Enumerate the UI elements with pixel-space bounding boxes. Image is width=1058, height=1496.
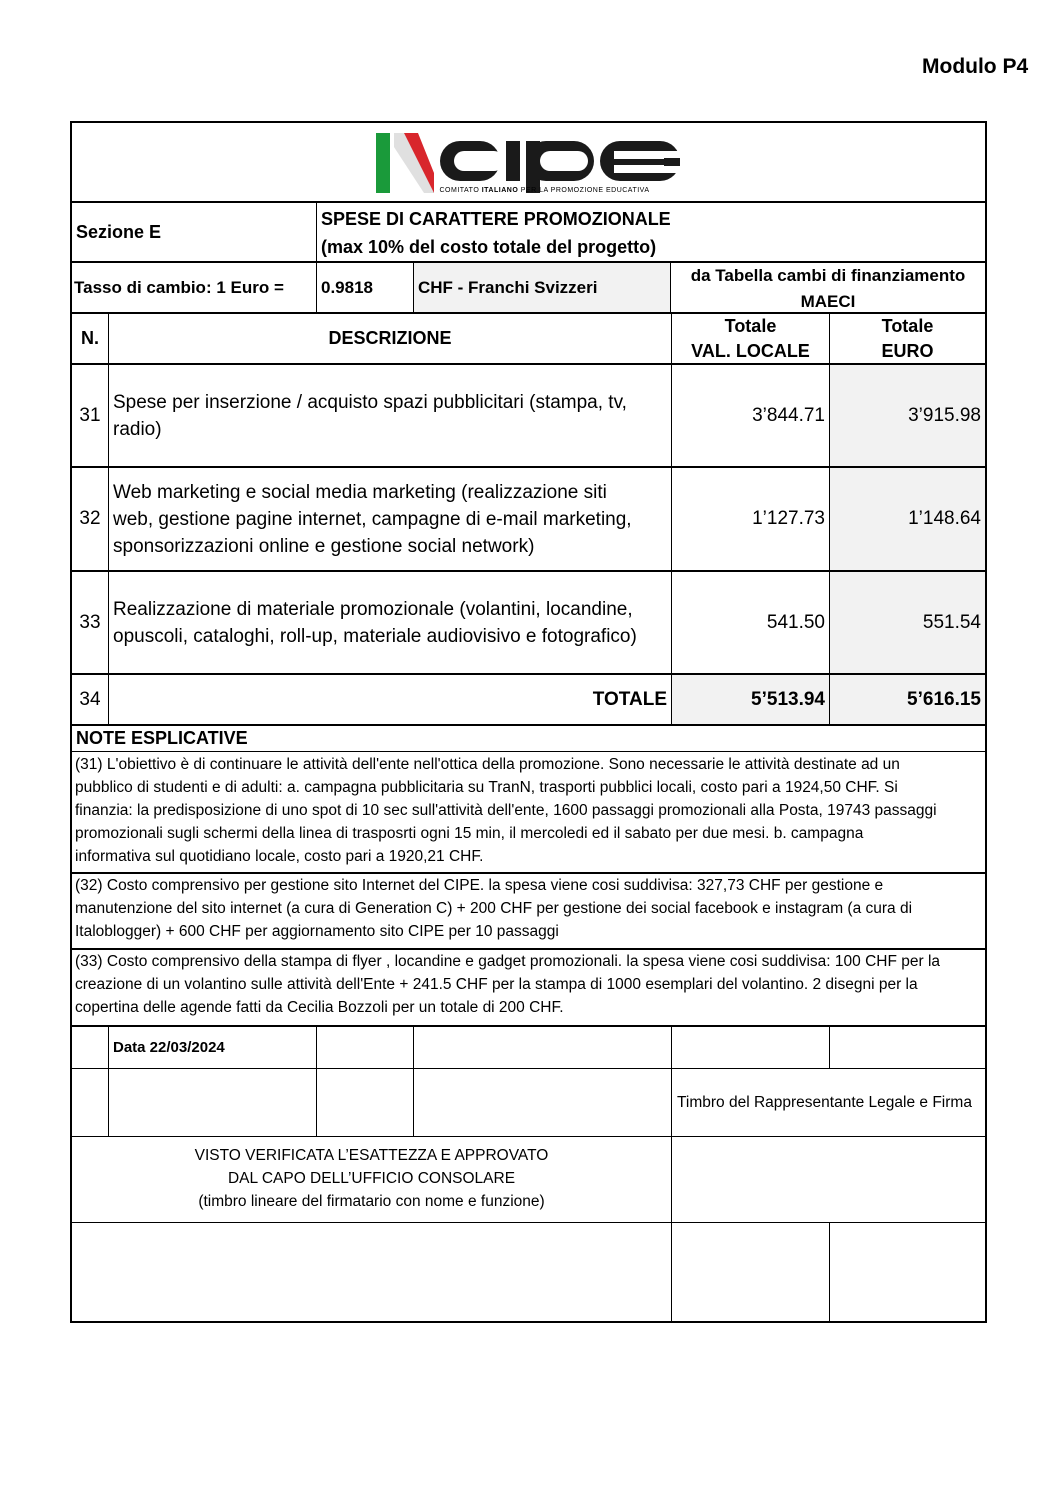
logo-subtitle-post: PER LA PROMOZIONE EDUCATIVA	[518, 187, 650, 194]
footer-visto-row	[72, 1136, 985, 1222]
section-title	[317, 203, 985, 261]
note-31-line: finanzia: la predisposizione di uno spot di 10 sec sull'attività dell'ente, 1600 passaggi promozionali alla Posta, 19743 passaggi	[75, 802, 937, 819]
logo-row	[72, 123, 985, 201]
total-label: TOTALE	[109, 675, 672, 724]
footer-empty-cell	[672, 1137, 985, 1222]
row-euro: 3’915.98	[830, 365, 985, 466]
footer-empty-cell	[317, 1069, 414, 1136]
exchange-rate: 0.9818	[317, 263, 414, 312]
note-33-row	[72, 948, 985, 1025]
footer-visto	[72, 1137, 672, 1222]
note-32	[72, 874, 916, 948]
table-row	[72, 570, 985, 673]
logo-subtitle-pre: COMITATO	[439, 187, 482, 194]
footer-empty-cell	[672, 1223, 830, 1321]
table-row	[72, 363, 985, 466]
header-euro-line1: Totale	[881, 316, 934, 336]
note-32-line: manutenzione del sito internet (a cura di Generation C) + 200 CHF per gestione dei social facebook e instagram (a cura di	[75, 900, 913, 917]
header-locale	[672, 314, 830, 363]
row-description-line1: Web marketing e social media marketing (realizzazione siti	[113, 481, 607, 503]
header-descrizione: DESCRIZIONE	[109, 314, 672, 363]
note-33-line: copertina delle agende fatti da Cecilia Bozzoli per un totale di 200 CHF.	[75, 999, 564, 1016]
footer-visto-line2: DAL CAPO DELL’UFFICIO CONSOLARE	[227, 1170, 516, 1187]
row-description-line1: Realizzazione di materiale promozionale (volantini, locandine,	[113, 598, 633, 620]
table-row	[72, 466, 985, 570]
footer-visto-line3: (timbro lineare del firmatario con nome e funzione)	[198, 1193, 545, 1210]
note-33-line: creazione di un volantino sulle attività dell'Ente + 241.5 CHF per la stampa di 1000 esemplari del volantino. 2 disegni per la	[75, 976, 918, 993]
note-31-line: (31) L'obiettivo è di continuare le attività dell'ente nell'ottica della promozione. Sono necessarie le attività destinate ad un	[75, 756, 900, 773]
footer-empty-cell	[72, 1223, 672, 1321]
row-number: 32	[72, 468, 109, 570]
footer-empty-cell	[317, 1027, 414, 1068]
header-euro	[830, 314, 985, 363]
total-locale: 5’513.94	[672, 675, 830, 724]
note-33	[72, 950, 944, 1025]
note-33-line: (33) Costo comprensivo della stampa di flyer , locandine e gadget promozionali. la spesa viene cosi suddivisa: 100 CHF per la	[75, 953, 941, 970]
cipe-logo	[374, 127, 684, 197]
footer-date-row	[72, 1025, 985, 1068]
footer-signature-row	[72, 1222, 985, 1321]
exchange-row	[72, 261, 985, 312]
row-description-line2: opuscoli, cataloghi, roll-up, materiale audiovisivo e fotografico)	[113, 625, 637, 647]
notes-title: NOTE ESPLICATIVE	[76, 728, 248, 748]
total-row	[72, 673, 985, 724]
row-euro: 551.54	[830, 572, 985, 673]
note-31-line: pubblico di studenti e di adulti: a. campagna pubblicitaria su TranN, trasporti pubblici locali, costo pari a 1924,50 CHF. Si	[75, 779, 898, 796]
footer-date: Data 22/03/2024	[109, 1027, 317, 1068]
section-title-line1: SPESE DI CARATTERE PROMOZIONALE	[321, 209, 671, 229]
row-description-line2: web, gestione pagine internet, campagne di e-mail marketing,	[113, 508, 632, 530]
header-locale-line2: VAL. LOCALE	[691, 341, 810, 361]
exchange-source-line2: MAECI	[800, 292, 856, 311]
note-32-line: Italoblogger) + 600 CHF per aggiornamento sito CIPE per 10 passaggi	[75, 923, 559, 940]
total-number: 34	[72, 675, 109, 724]
form-table	[70, 121, 987, 1323]
row-number: 31	[72, 365, 109, 466]
row-euro: 1’148.64	[830, 468, 985, 570]
footer-empty-cell	[672, 1027, 830, 1068]
exchange-label: Tasso di cambio: 1 Euro =	[72, 263, 317, 312]
footer-empty-cell	[830, 1027, 985, 1068]
row-description	[109, 365, 672, 466]
note-32-row	[72, 872, 985, 948]
footer-empty-cell	[830, 1223, 985, 1321]
section-label: Sezione E	[72, 203, 317, 261]
footer-empty-cell	[72, 1027, 109, 1068]
exchange-source-line1: da Tabella cambi di finanziamento	[690, 266, 966, 285]
note-32-line: (32) Costo comprensivo per gestione sito Internet del CIPE. la spesa viene cosi suddivisa: 327,73 CHF per gestione e	[75, 877, 884, 894]
total-euro: 5’616.15	[830, 675, 985, 724]
row-description	[109, 572, 672, 673]
notes-title-row	[72, 724, 985, 751]
exchange-source	[671, 263, 985, 312]
note-31	[72, 752, 941, 872]
row-description-line1: Spese per inserzione / acquisto spazi pubblicitari (stampa, tv,	[113, 391, 627, 413]
modulo-label: Modulo P4	[922, 55, 1029, 78]
footer-visto-line1: VISTO VERIFICATA L’ESATTEZZA E APPROVATO	[194, 1147, 549, 1164]
footer-stamp-row	[72, 1068, 985, 1136]
header-n: N.	[72, 314, 109, 363]
row-locale: 1’127.73	[672, 468, 830, 570]
footer-timbro: Timbro del Rappresentante Legale e Firma	[677, 1093, 972, 1111]
section-title-line2: (max 10% del costo totale del progetto)	[321, 237, 657, 257]
header-locale-line1: Totale	[724, 316, 777, 336]
exchange-currency: CHF - Franchi Svizzeri	[414, 263, 671, 312]
table-header-row	[72, 312, 985, 363]
footer-empty-cell	[414, 1069, 672, 1136]
row-locale: 3’844.71	[672, 365, 830, 466]
logo-subtitle-bold: ITALIANO	[481, 187, 519, 194]
row-description-line3: sponsorizzazioni online e gestione social network)	[113, 535, 535, 557]
row-locale: 541.50	[672, 572, 830, 673]
row-description-line2: radio)	[113, 418, 162, 440]
header-euro-line2: EURO	[881, 341, 934, 361]
section-row	[72, 201, 985, 261]
note-31-line: promozionali sugli schermi della linea di trasposrti ogni 15 min, il mercoledi ed il sabato per due mesi. b. campagna	[75, 825, 864, 842]
note-31-line: informativa sul quotidiano locale, costo pari a 1920,21 CHF.	[75, 848, 484, 865]
logo-subtitle	[440, 187, 650, 194]
footer-empty-cell	[414, 1027, 672, 1068]
footer-empty-cell	[72, 1069, 109, 1136]
footer-empty-cell	[109, 1069, 317, 1136]
note-31-row	[72, 751, 985, 872]
row-description	[109, 468, 672, 570]
row-number: 33	[72, 572, 109, 673]
